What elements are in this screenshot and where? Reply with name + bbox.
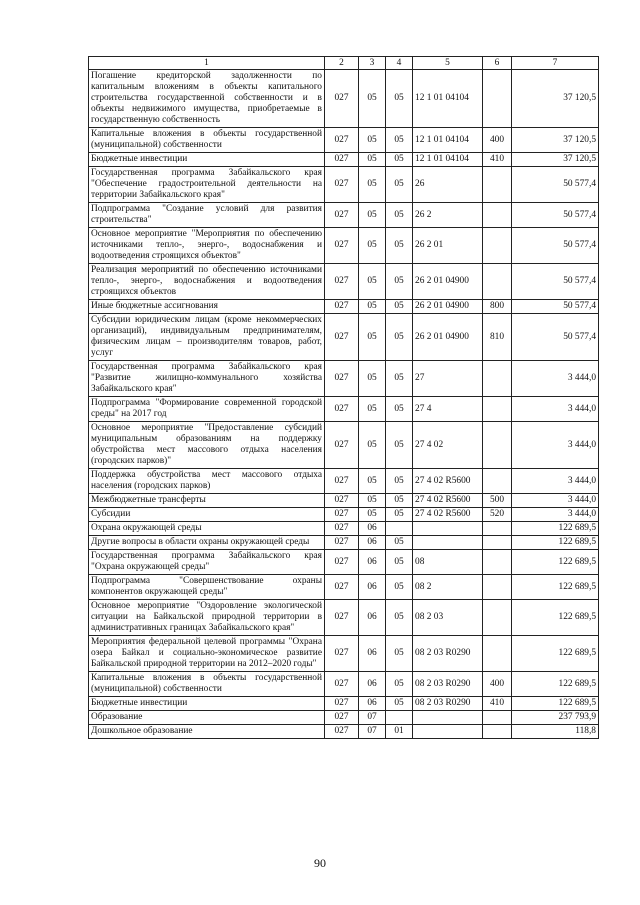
amount-cell: 3 444,0	[512, 361, 599, 397]
subsection-code-cell: 05	[386, 70, 413, 128]
table-row	[89, 575, 599, 600]
subsection-code-cell: 05	[386, 153, 413, 167]
item-name-cell: Капитальные вложения в объекты государственной (муниципальной) собственности	[89, 672, 325, 697]
expense-type-code-cell	[483, 600, 512, 636]
target-item-code-cell: 08 2 03 R0290	[413, 672, 483, 697]
amount-cell: 37 120,5	[512, 70, 599, 128]
target-item-code-cell: 27 4 02 R5600	[413, 469, 483, 494]
amount-cell: 118,8	[512, 725, 599, 739]
section-code-cell: 05	[359, 314, 386, 361]
item-name-cell: Другие вопросы в области охраны окружающей среды	[89, 536, 325, 550]
item-name-cell: Капитальные вложения в объекты государственной (муниципальной) собственности	[89, 128, 325, 153]
column-header: 4	[386, 57, 413, 70]
expense-type-code-cell: 800	[483, 300, 512, 314]
amount-cell: 237 793,9	[512, 711, 599, 725]
section-code-cell: 05	[359, 153, 386, 167]
amount-cell: 50 577,4	[512, 228, 599, 264]
section-code-cell: 05	[359, 264, 386, 300]
table-row	[89, 264, 599, 300]
admin-code-cell: 027	[325, 550, 359, 575]
admin-code-cell: 027	[325, 697, 359, 711]
section-code-cell: 05	[359, 508, 386, 522]
admin-code-cell: 027	[325, 600, 359, 636]
admin-code-cell: 027	[325, 397, 359, 422]
section-code-cell: 06	[359, 536, 386, 550]
target-item-code-cell: 26 2 01 04900	[413, 314, 483, 361]
expense-type-code-cell	[483, 711, 512, 725]
section-code-cell: 05	[359, 128, 386, 153]
admin-code-cell: 027	[325, 228, 359, 264]
item-name-cell: Государственная программа Забайкальского края "Обеспечение градостроительной деятельности на территории Забайкальского края"	[89, 167, 325, 203]
amount-cell: 37 120,5	[512, 128, 599, 153]
subsection-code-cell: 05	[386, 128, 413, 153]
admin-code-cell: 027	[325, 300, 359, 314]
admin-code-cell: 027	[325, 536, 359, 550]
expense-type-code-cell	[483, 575, 512, 600]
subsection-code-cell	[386, 522, 413, 536]
target-item-code-cell: 27 4	[413, 397, 483, 422]
expense-type-code-cell	[483, 264, 512, 300]
section-code-cell: 05	[359, 70, 386, 128]
column-header: 3	[359, 57, 386, 70]
subsection-code-cell	[386, 711, 413, 725]
table-row	[89, 361, 599, 397]
target-item-code-cell	[413, 536, 483, 550]
table-row	[89, 697, 599, 711]
section-code-cell: 06	[359, 672, 386, 697]
table-body	[89, 70, 599, 739]
table-row	[89, 469, 599, 494]
admin-code-cell: 027	[325, 167, 359, 203]
table-row	[89, 228, 599, 264]
subsection-code-cell: 05	[386, 575, 413, 600]
admin-code-cell: 027	[325, 711, 359, 725]
admin-code-cell: 027	[325, 314, 359, 361]
expense-type-code-cell: 520	[483, 508, 512, 522]
expense-type-code-cell: 810	[483, 314, 512, 361]
item-name-cell: Поддержка обустройства мест массового отдыха населения (городских парков)	[89, 469, 325, 494]
item-name-cell: Бюджетные инвестиции	[89, 153, 325, 167]
target-item-code-cell: 26 2 01	[413, 228, 483, 264]
amount-cell: 50 577,4	[512, 264, 599, 300]
target-item-code-cell: 26	[413, 167, 483, 203]
item-name-cell: Государственная программа Забайкальского края "Развитие жилищно-коммунального хозяйства Забайкальского края"	[89, 361, 325, 397]
target-item-code-cell: 27 4 02 R5600	[413, 494, 483, 508]
item-name-cell: Межбюджетные трансферты	[89, 494, 325, 508]
page-number: 90	[314, 856, 326, 870]
expense-type-code-cell	[483, 70, 512, 128]
section-code-cell: 06	[359, 697, 386, 711]
section-code-cell: 06	[359, 522, 386, 536]
item-name-cell: Субсидии	[89, 508, 325, 522]
admin-code-cell: 027	[325, 636, 359, 672]
table-row	[89, 167, 599, 203]
amount-cell: 50 577,4	[512, 203, 599, 228]
table-row	[89, 153, 599, 167]
table-row	[89, 725, 599, 739]
expense-type-code-cell: 400	[483, 128, 512, 153]
item-name-cell: Государственная программа Забайкальского края "Охрана окружающей среды"	[89, 550, 325, 575]
subsection-code-cell: 05	[386, 636, 413, 672]
section-code-cell: 05	[359, 361, 386, 397]
subsection-code-cell: 05	[386, 314, 413, 361]
item-name-cell: Мероприятия федеральной целевой программы "Охрана озера Байкал и социально-экономическое развитие Байкальской природной территории на 2012–2020 годы"	[89, 636, 325, 672]
amount-cell: 122 689,5	[512, 522, 599, 536]
item-name-cell: Охрана окружающей среды	[89, 522, 325, 536]
expense-type-code-cell	[483, 397, 512, 422]
expense-type-code-cell	[483, 522, 512, 536]
subsection-code-cell: 05	[386, 228, 413, 264]
table-row	[89, 314, 599, 361]
admin-code-cell: 027	[325, 128, 359, 153]
section-code-cell: 06	[359, 636, 386, 672]
admin-code-cell: 027	[325, 508, 359, 522]
subsection-code-cell: 05	[386, 469, 413, 494]
target-item-code-cell: 27	[413, 361, 483, 397]
amount-cell: 3 444,0	[512, 397, 599, 422]
subsection-code-cell: 05	[386, 672, 413, 697]
table-row	[89, 70, 599, 128]
section-code-cell: 07	[359, 711, 386, 725]
admin-code-cell: 027	[325, 672, 359, 697]
table-row	[89, 536, 599, 550]
expense-type-code-cell	[483, 228, 512, 264]
expense-type-code-cell	[483, 636, 512, 672]
item-name-cell: Подпрограмма "Формирование современной городской среды" на 2017 год	[89, 397, 325, 422]
target-item-code-cell: 27 4 02	[413, 422, 483, 469]
item-name-cell: Субсидии юридическим лицам (кроме некоммерческих организаций), индивидуальным предпринимателям, физическим лицам – производителям товаров, работ, услуг	[89, 314, 325, 361]
item-name-cell: Основное мероприятие "Оздоровление экологической ситуации на Байкальской природной территории в административных границах Забайкальского края"	[89, 600, 325, 636]
amount-cell: 122 689,5	[512, 575, 599, 600]
expense-type-code-cell	[483, 167, 512, 203]
target-item-code-cell: 08 2	[413, 575, 483, 600]
subsection-code-cell: 05	[386, 550, 413, 575]
table-row	[89, 397, 599, 422]
subsection-code-cell: 05	[386, 494, 413, 508]
section-code-cell: 06	[359, 600, 386, 636]
item-name-cell: Образование	[89, 711, 325, 725]
admin-code-cell: 027	[325, 422, 359, 469]
table-row	[89, 522, 599, 536]
target-item-code-cell: 27 4 02 R5600	[413, 508, 483, 522]
subsection-code-cell: 05	[386, 300, 413, 314]
subsection-code-cell: 05	[386, 600, 413, 636]
target-item-code-cell: 08 2 03 R0290	[413, 636, 483, 672]
amount-cell: 37 120,5	[512, 153, 599, 167]
table-row	[89, 672, 599, 697]
item-name-cell: Дошкольное образование	[89, 725, 325, 739]
section-code-cell: 05	[359, 469, 386, 494]
subsection-code-cell: 01	[386, 725, 413, 739]
admin-code-cell: 027	[325, 494, 359, 508]
target-item-code-cell: 12 1 01 04104	[413, 128, 483, 153]
expense-type-code-cell: 410	[483, 153, 512, 167]
subsection-code-cell: 05	[386, 536, 413, 550]
table-row	[89, 128, 599, 153]
expense-type-code-cell	[483, 361, 512, 397]
section-code-cell: 06	[359, 550, 386, 575]
target-item-code-cell: 26 2 01 04900	[413, 264, 483, 300]
expense-type-code-cell	[483, 469, 512, 494]
expense-type-code-cell	[483, 536, 512, 550]
subsection-code-cell: 05	[386, 361, 413, 397]
column-header: 2	[325, 57, 359, 70]
expense-type-code-cell: 500	[483, 494, 512, 508]
amount-cell: 122 689,5	[512, 600, 599, 636]
column-header: 5	[413, 57, 483, 70]
budget-table	[88, 56, 599, 739]
table-row	[89, 422, 599, 469]
expense-type-code-cell: 410	[483, 697, 512, 711]
admin-code-cell: 027	[325, 469, 359, 494]
subsection-code-cell: 05	[386, 397, 413, 422]
target-item-code-cell: 08 2 03 R0290	[413, 697, 483, 711]
amount-cell: 3 444,0	[512, 422, 599, 469]
column-header: 1	[89, 57, 325, 70]
subsection-code-cell: 05	[386, 264, 413, 300]
section-code-cell: 05	[359, 397, 386, 422]
table-row	[89, 494, 599, 508]
table-row	[89, 711, 599, 725]
column-header: 6	[483, 57, 512, 70]
section-code-cell: 07	[359, 725, 386, 739]
table-row	[89, 300, 599, 314]
expense-type-code-cell	[483, 550, 512, 575]
amount-cell: 50 577,4	[512, 167, 599, 203]
admin-code-cell: 027	[325, 264, 359, 300]
amount-cell: 3 444,0	[512, 469, 599, 494]
target-item-code-cell: 08 2 03	[413, 600, 483, 636]
amount-cell: 3 444,0	[512, 508, 599, 522]
subsection-code-cell: 05	[386, 697, 413, 711]
expense-type-code-cell	[483, 422, 512, 469]
admin-code-cell: 027	[325, 153, 359, 167]
target-item-code-cell	[413, 711, 483, 725]
target-item-code-cell: 12 1 01 04104	[413, 153, 483, 167]
amount-cell: 50 577,4	[512, 314, 599, 361]
amount-cell: 122 689,5	[512, 536, 599, 550]
subsection-code-cell: 05	[386, 167, 413, 203]
admin-code-cell: 027	[325, 70, 359, 128]
item-name-cell: Подпрограмма "Совершенствование охраны компонентов окружающей среды"	[89, 575, 325, 600]
table-row	[89, 508, 599, 522]
header-row	[89, 57, 599, 70]
target-item-code-cell: 26 2	[413, 203, 483, 228]
admin-code-cell: 027	[325, 361, 359, 397]
target-item-code-cell	[413, 725, 483, 739]
amount-cell: 122 689,5	[512, 636, 599, 672]
section-code-cell: 05	[359, 167, 386, 203]
admin-code-cell: 027	[325, 725, 359, 739]
admin-code-cell: 027	[325, 203, 359, 228]
subsection-code-cell: 05	[386, 508, 413, 522]
expense-type-code-cell	[483, 725, 512, 739]
section-code-cell: 05	[359, 228, 386, 264]
expense-type-code-cell	[483, 203, 512, 228]
amount-cell: 122 689,5	[512, 672, 599, 697]
table-row	[89, 636, 599, 672]
amount-cell: 50 577,4	[512, 300, 599, 314]
target-item-code-cell: 26 2 01 04900	[413, 300, 483, 314]
amount-cell: 3 444,0	[512, 494, 599, 508]
section-code-cell: 05	[359, 422, 386, 469]
item-name-cell: Подпрограмма "Создание условий для развития строительства"	[89, 203, 325, 228]
item-name-cell: Бюджетные инвестиции	[89, 697, 325, 711]
target-item-code-cell	[413, 522, 483, 536]
section-code-cell: 06	[359, 575, 386, 600]
admin-code-cell: 027	[325, 575, 359, 600]
item-name-cell: Погашение кредиторской задолженности по капитальным вложениям в объекты капитального строительства государственной собственности и в объекты недвижимого имущества, приобретаемые в государственную собственность	[89, 70, 325, 128]
target-item-code-cell: 08	[413, 550, 483, 575]
column-header: 7	[512, 57, 599, 70]
target-item-code-cell: 12 1 01 04104	[413, 70, 483, 128]
amount-cell: 122 689,5	[512, 550, 599, 575]
table-row	[89, 550, 599, 575]
expense-type-code-cell: 400	[483, 672, 512, 697]
subsection-code-cell: 05	[386, 203, 413, 228]
section-code-cell: 05	[359, 300, 386, 314]
section-code-cell: 05	[359, 494, 386, 508]
item-name-cell: Иные бюджетные ассигнования	[89, 300, 325, 314]
admin-code-cell: 027	[325, 522, 359, 536]
amount-cell: 122 689,5	[512, 697, 599, 711]
item-name-cell: Реализация мероприятий по обеспечению источниками тепло-, энерго-, водоснабжения и водоотведения строящихся объектов	[89, 264, 325, 300]
table-row	[89, 203, 599, 228]
subsection-code-cell: 05	[386, 422, 413, 469]
item-name-cell: Основное мероприятие "Мероприятия по обеспечению источниками тепло-, энерго-, водоснабжения и водоотведения строящихся объектов"	[89, 228, 325, 264]
item-name-cell: Основное мероприятие "Предоставление субсидий муниципальным образованиям на поддержку обустройства мест массового отдыха населения (городских парков)"	[89, 422, 325, 469]
section-code-cell: 05	[359, 203, 386, 228]
table-row	[89, 600, 599, 636]
